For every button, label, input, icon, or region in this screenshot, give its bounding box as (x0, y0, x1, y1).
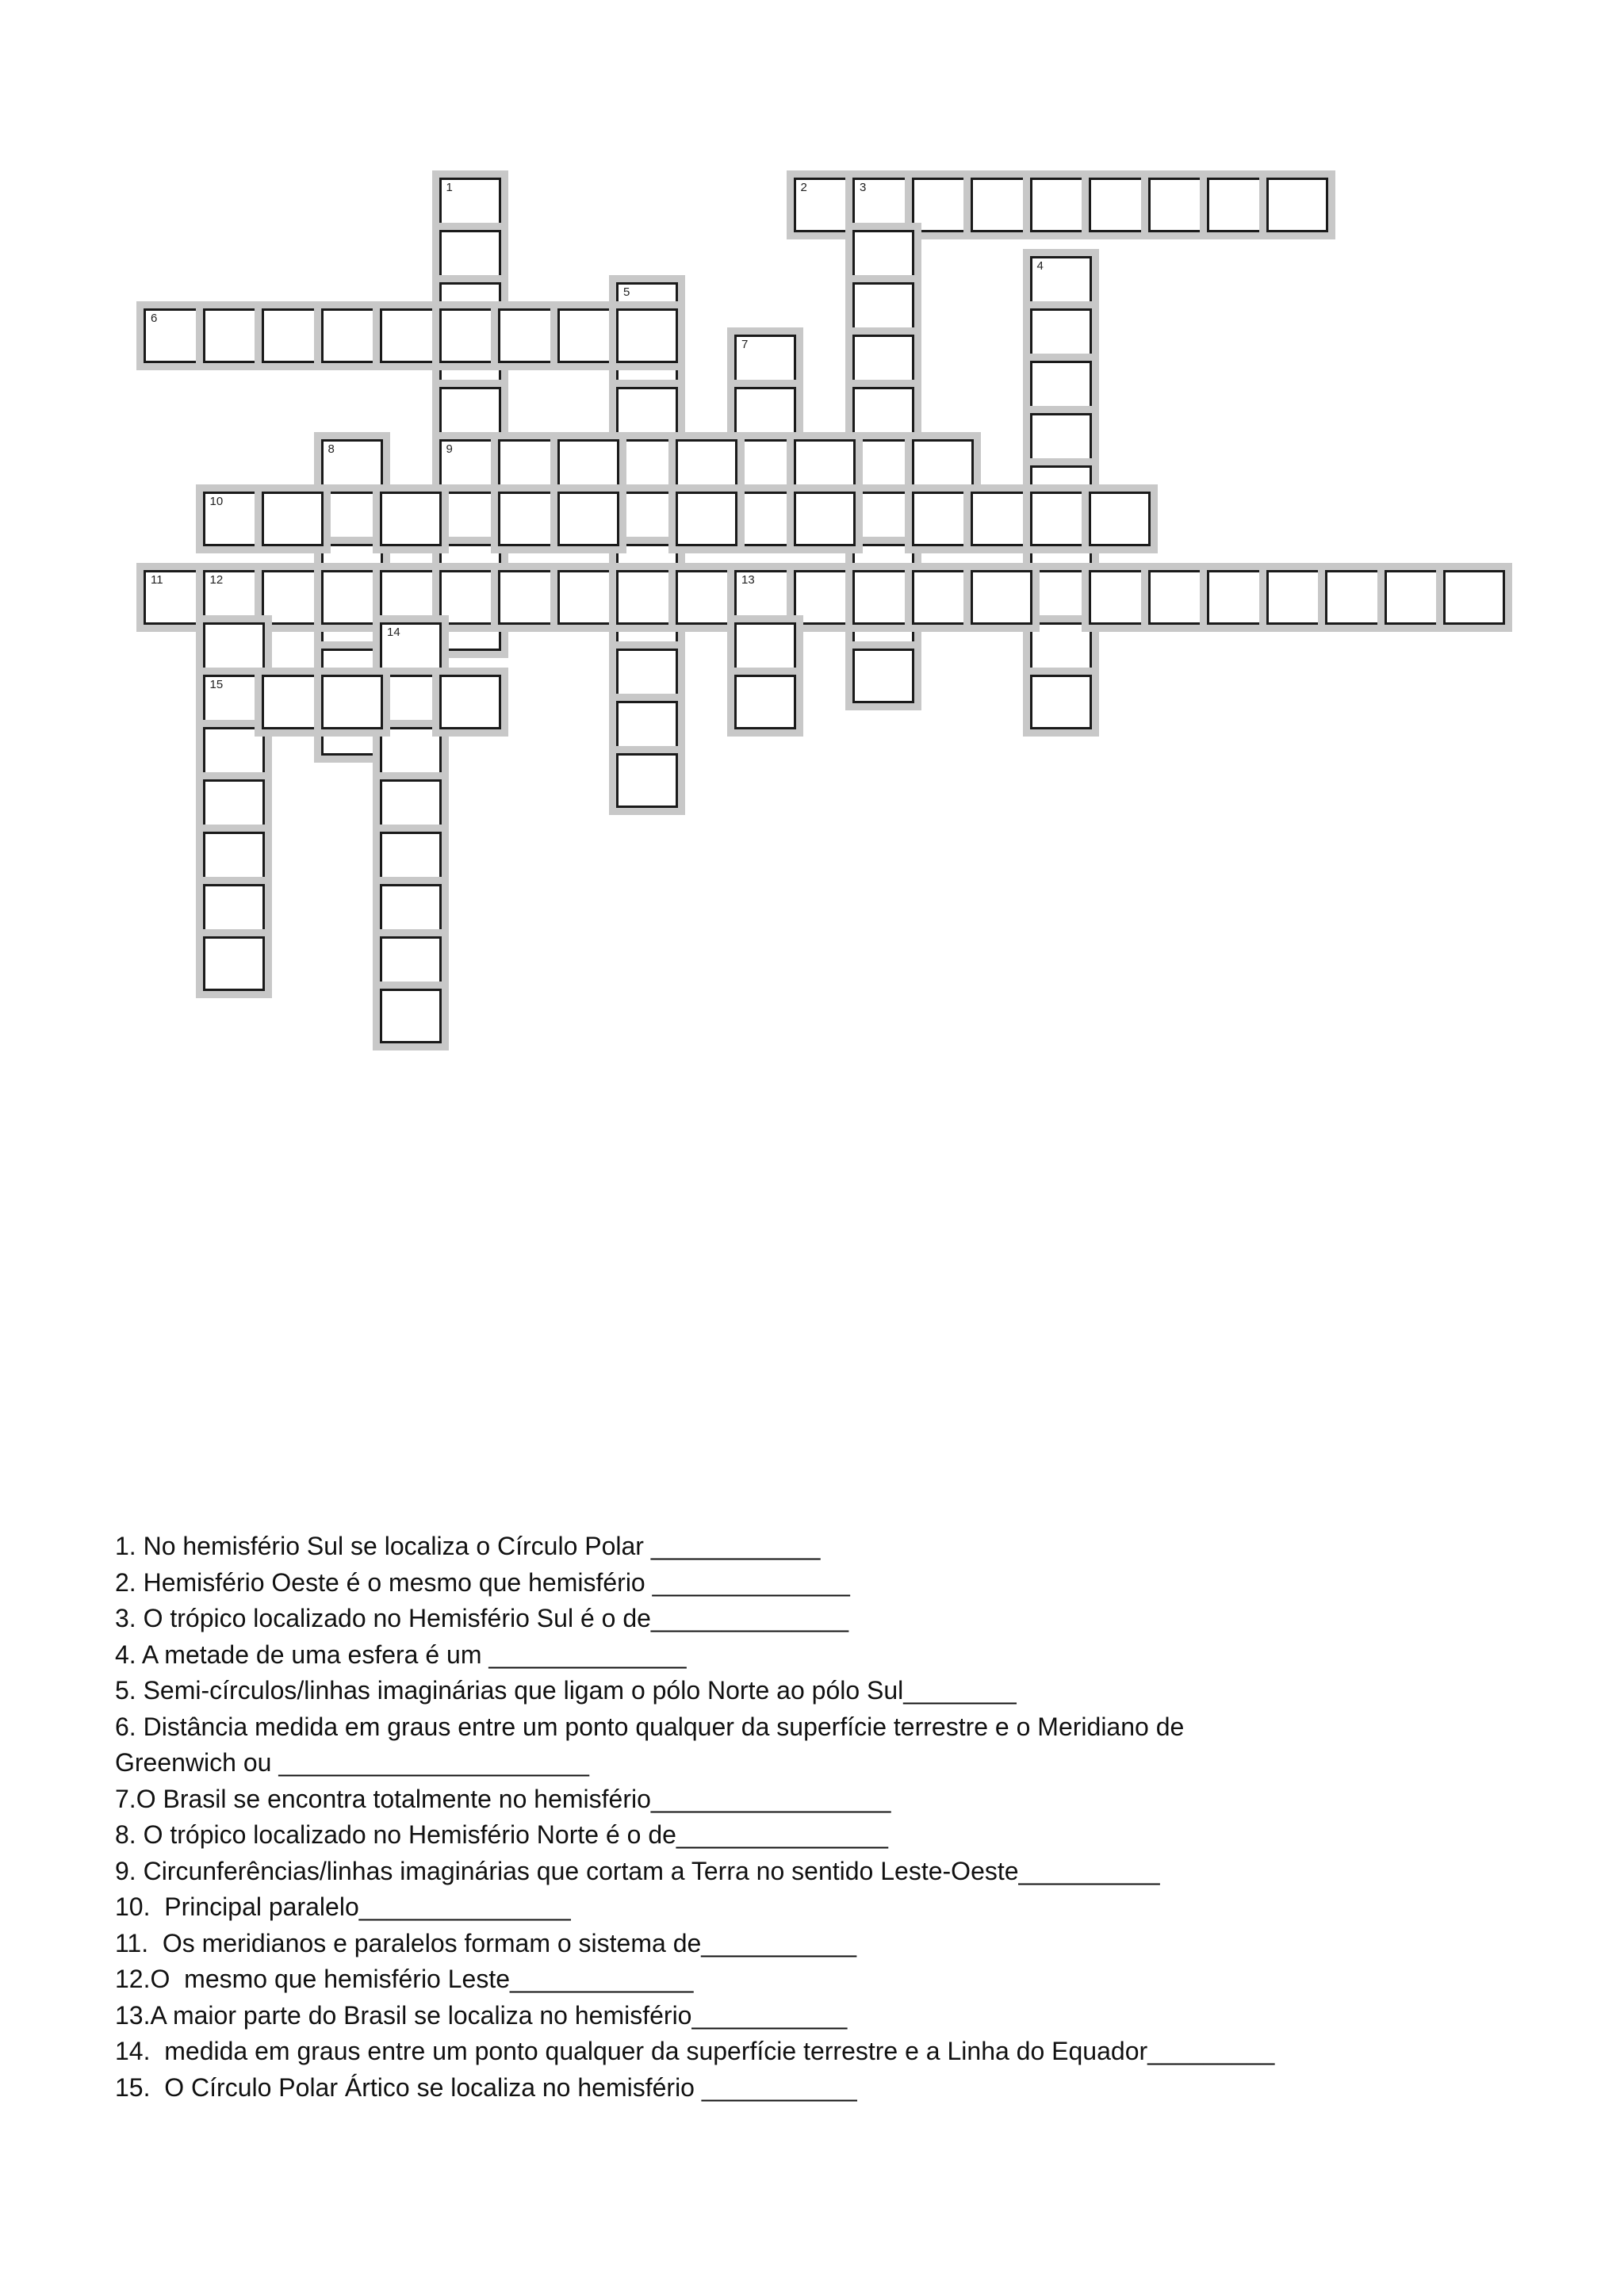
clue-number-6: 6 (151, 312, 158, 325)
crossword-cell[interactable] (1030, 622, 1092, 677)
clue-number-13: 13 (741, 573, 755, 587)
crossword-cell[interactable] (439, 178, 501, 232)
crossword-cell[interactable] (852, 335, 914, 389)
crossword-cell[interactable] (1266, 570, 1328, 625)
crossword-cell[interactable] (852, 230, 914, 285)
crossword-cell[interactable] (1385, 570, 1446, 625)
crossword-cell[interactable] (734, 492, 796, 546)
crossword-cell[interactable] (971, 178, 1032, 232)
crossword-cell[interactable] (203, 308, 265, 363)
crossword-cell[interactable] (794, 492, 856, 546)
crossword-cell[interactable] (498, 570, 560, 625)
crossword-cell[interactable] (262, 492, 324, 546)
crossword-cell[interactable] (203, 492, 265, 546)
crossword-cell[interactable] (203, 832, 265, 886)
crossword-cell[interactable] (616, 387, 678, 442)
crossword-cell[interactable] (616, 701, 678, 756)
crossword-cell[interactable] (734, 622, 796, 677)
clue-5: 5. Semi-círculos/linhas imaginárias que ligam o pólo Norte ao pólo Sul________ (115, 1676, 1017, 1705)
crossword-cell[interactable] (912, 178, 974, 232)
crossword-cell[interactable] (1030, 256, 1092, 311)
crossword-cell[interactable] (498, 439, 560, 494)
crossword-cell[interactable] (734, 335, 796, 389)
crossword-cell[interactable] (676, 492, 737, 546)
crossword-cell[interactable] (1030, 361, 1092, 415)
crossword-cell[interactable] (1030, 413, 1092, 468)
crossword-cell[interactable] (616, 570, 678, 625)
crossword-cell[interactable] (203, 936, 265, 991)
crossword-cell[interactable] (498, 308, 560, 363)
clue-2: 2. Hemisfério Oeste é o mesmo que hemisfério ______________ (115, 1567, 850, 1597)
crossword-cell[interactable] (557, 308, 619, 363)
clue-number-4: 4 (1036, 259, 1044, 273)
crossword-cell[interactable] (498, 492, 560, 546)
crossword-cell[interactable] (203, 884, 265, 939)
crossword-cell[interactable] (557, 492, 619, 546)
crossword-cell[interactable] (852, 570, 914, 625)
crossword-cell[interactable] (676, 570, 737, 625)
crossword-cell[interactable] (1030, 178, 1092, 232)
crossword-cell[interactable] (971, 492, 1032, 546)
crossword-cell[interactable] (557, 570, 619, 625)
crossword-cell[interactable] (616, 492, 678, 546)
crossword-cell[interactable] (321, 570, 383, 625)
crossword-cell[interactable] (439, 492, 501, 546)
crossword-cell[interactable] (1030, 675, 1092, 729)
clue-9: 9. Circunferências/linhas imaginárias que cortam a Terra no sentido Leste-Oeste__________ (115, 1856, 1160, 1885)
crossword-cell[interactable] (203, 570, 265, 625)
crossword-cell[interactable] (1030, 492, 1092, 546)
clue-number-3: 3 (860, 181, 867, 194)
clue-4: 4. A metade de uma esfera é um ______________ (115, 1640, 687, 1669)
crossword-cell[interactable] (794, 439, 856, 494)
crossword-cell[interactable] (852, 492, 914, 546)
crossword-cell[interactable] (1266, 178, 1328, 232)
crossword-cell[interactable] (852, 649, 914, 703)
clue-number-14: 14 (387, 626, 400, 639)
crossword-cell[interactable] (1089, 178, 1151, 232)
crossword-cell[interactable] (852, 439, 914, 494)
crossword-cell[interactable] (321, 675, 383, 729)
crossword-cell[interactable] (1148, 570, 1210, 625)
crossword-cell[interactable] (380, 989, 442, 1043)
clue-10: 10. Principal paralelo_______________ (115, 1892, 571, 1921)
crossword-cell[interactable] (557, 439, 619, 494)
crossword-cell[interactable] (971, 570, 1032, 625)
crossword-cell[interactable] (380, 884, 442, 939)
crossword-cell[interactable] (1030, 570, 1092, 625)
crossword-cell[interactable] (262, 570, 324, 625)
clue-15: 15. O Círculo Polar Ártico se localiza no hemisfério ___________ (115, 2072, 857, 2102)
clue-7: 7.O Brasil se encontra totalmente no hemisfério_________________ (115, 1784, 891, 1813)
clue-6: 6. Distância medida em graus entre um ponto qualquer da superfície terrestre e o Meridiano de (115, 1712, 1185, 1741)
clue-number-12: 12 (209, 573, 224, 587)
crossword-cell[interactable] (616, 649, 678, 703)
clue-number-7: 7 (741, 338, 749, 351)
crossword-cell[interactable] (439, 387, 501, 442)
crossword-cell[interactable] (1089, 492, 1151, 546)
crossword-cell[interactable] (439, 308, 501, 363)
crossword-cell[interactable] (262, 308, 324, 363)
crossword-cell[interactable] (734, 439, 796, 494)
crossword-cell[interactable] (1325, 570, 1387, 625)
crossword-cell[interactable] (380, 727, 442, 782)
clue-number-10: 10 (209, 495, 224, 508)
crossword-cell[interactable] (203, 727, 265, 782)
clue-number-11: 11 (151, 573, 163, 587)
clue-8: 8. O trópico localizado no Hemisfério Norte é o de_______________ (115, 1820, 888, 1849)
crossword-cell[interactable] (144, 570, 205, 625)
crossword-cell[interactable] (1207, 570, 1269, 625)
crossword-cell[interactable] (1030, 308, 1092, 363)
crossword-cell[interactable] (321, 492, 383, 546)
crossword-cell[interactable] (380, 622, 442, 677)
clue-13: 13.A maior parte do Brasil se localiza no hemisfério___________ (115, 2000, 848, 2030)
clue-12: 12.O mesmo que hemisfério Leste_____________ (115, 1965, 694, 1993)
clue-3: 3. O trópico localizado no Hemisfério Sul é o de______________ (115, 1604, 849, 1632)
clue-number-1: 1 (446, 181, 453, 194)
crossword-cell[interactable] (912, 492, 974, 546)
clue-number-8: 8 (327, 442, 335, 456)
crossword-cell[interactable] (794, 570, 856, 625)
crossword-cell[interactable] (203, 675, 265, 729)
crossword-cell[interactable] (380, 570, 442, 625)
crossword-cell[interactable] (321, 308, 383, 363)
crossword-cell[interactable] (380, 675, 442, 729)
crossword-cell[interactable] (1148, 178, 1210, 232)
clue-list (115, 1529, 1558, 2106)
crossword-cell[interactable] (734, 675, 796, 729)
clue-1: 1. No hemisfério Sul se localiza o Círculo Polar ____________ (115, 1532, 821, 1560)
crossword-cell[interactable] (321, 439, 383, 494)
crossword-cell[interactable] (852, 387, 914, 442)
clue-number-5: 5 (623, 285, 630, 299)
crossword-cell[interactable] (1443, 570, 1505, 625)
crossword-cell[interactable] (912, 439, 974, 494)
crossword-cell[interactable] (439, 230, 501, 285)
crossword-cell[interactable] (852, 178, 914, 232)
crossword-cell[interactable] (912, 570, 974, 625)
crossword-cell[interactable] (262, 675, 324, 729)
clue-11: 11. Os meridianos e paralelos formam o sistema de___________ (115, 1928, 857, 1957)
crossword-cell[interactable] (852, 282, 914, 337)
clue-number-2: 2 (800, 181, 807, 194)
crossword-cell[interactable] (439, 675, 501, 729)
crossword-cell[interactable] (144, 308, 205, 363)
clue-number-9: 9 (446, 442, 453, 456)
crossword-cell[interactable] (616, 439, 678, 494)
crossword-cell[interactable] (439, 570, 501, 625)
crossword-cell[interactable] (676, 439, 737, 494)
crossword-cell[interactable] (1089, 570, 1151, 625)
crossword-cell[interactable] (203, 779, 265, 834)
crossword-cell[interactable] (380, 308, 442, 363)
crossword-cell[interactable] (734, 570, 796, 625)
crossword-cell[interactable] (616, 753, 678, 808)
crossword-cell[interactable] (380, 832, 442, 886)
crossword-cell[interactable] (794, 178, 856, 232)
crossword-cell[interactable] (380, 936, 442, 991)
clue-number-15: 15 (209, 678, 224, 691)
crossword-cell[interactable] (203, 622, 265, 677)
crossword-cell[interactable] (734, 387, 796, 442)
crossword-cell[interactable] (380, 492, 442, 546)
crossword-cell[interactable] (1207, 178, 1269, 232)
clue-14: 14. medida em graus entre um ponto qualquer da superfície terrestre e a Linha do Equador_________ (115, 2037, 1275, 2065)
crossword-cell[interactable] (439, 439, 501, 494)
crossword-cell[interactable] (380, 779, 442, 834)
clue-6-continued: Greenwich ou ______________________ (115, 1748, 589, 1777)
crossword-cell[interactable] (616, 308, 678, 363)
